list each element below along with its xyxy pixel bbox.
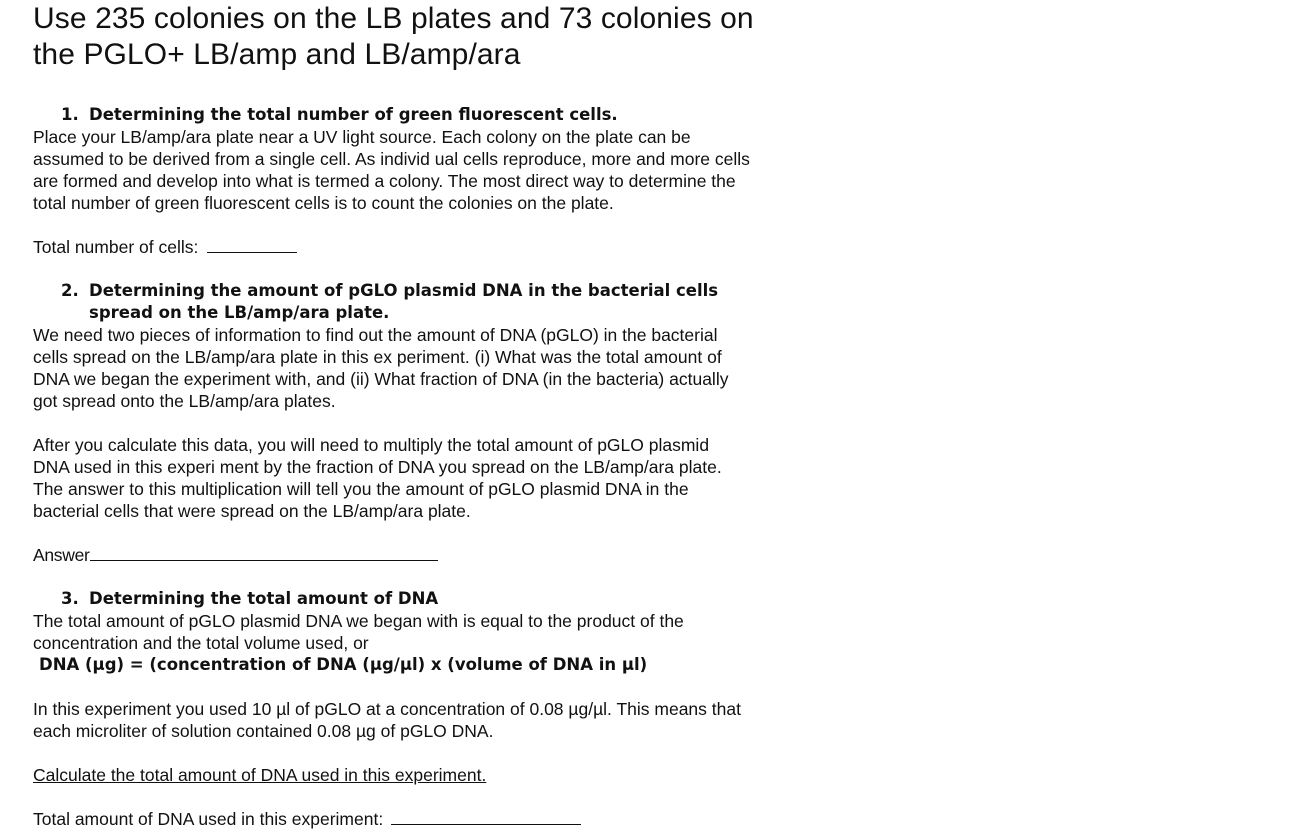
- document-page: [33, 0, 1273, 830]
- document-title: [33, 0, 1273, 73]
- answer-label: Answer: [33, 545, 90, 565]
- answer-blank[interactable]: [90, 559, 438, 561]
- section-3-line-1: The total amount of pGLO plasmid DNA we began with is equal to the product of the: [33, 611, 684, 631]
- section-2-para2-line-4: bacterial cells that were spread on the LB/amp/ara plate.: [33, 501, 471, 521]
- section-3-line-2: concentration and the total volume used, or: [33, 633, 369, 653]
- answer-field: [33, 544, 1273, 566]
- total-cells-blank[interactable]: [207, 251, 297, 253]
- section-2-para2-line-2: DNA used in this experi ment by the fraction of DNA you spread on the LB/amp/ara plate.: [33, 457, 722, 477]
- section-2-para2-line-1: After you calculate this data, you will need to multiply the total amount of pGLO plasmid: [33, 435, 710, 455]
- dna-formula: DNA (µg) = (concentration of DNA (µg/µl) x (volume of DNA in µl): [39, 655, 648, 674]
- section-2-heading-text-2: spread on the LB/amp/ara plate.: [89, 303, 390, 322]
- section-1-line-4: total number of green fluorescent cells is to count the colonies on the plate.: [33, 193, 614, 213]
- calculate-instruction: Calculate the total amount of DNA used in this experiment.: [33, 765, 487, 785]
- section-2-para1-line-1: We need two pieces of information to find out the amount of DNA (pGLO) in the bacterial: [33, 325, 718, 345]
- section-1-line-3: are formed and develop into what is termed a colony. The most direct way to determine the: [33, 171, 736, 191]
- section-2-para1-line-3: DNA we began the experiment with, and (ii) What fraction of DNA (in the bacteria) actually: [33, 369, 729, 389]
- section-2-heading: [33, 280, 1273, 302]
- section-3-number: 3.: [61, 589, 79, 608]
- section-1: [33, 104, 1273, 258]
- section-2-heading-text-1: Determining the amount of pGLO plasmid DNA in the bacterial cells: [89, 281, 719, 300]
- title-line-1: Use 235 colonies on the LB plates and 73 colonies on: [33, 2, 754, 35]
- section-2-para2-line-3: The answer to this multiplication will tell you the amount of pGLO plasmid DNA in the: [33, 479, 689, 499]
- section-2-heading-cont: [33, 302, 1273, 324]
- section-1-heading: [33, 104, 1273, 126]
- total-dna-label: Total amount of DNA used in this experiment:: [33, 809, 384, 829]
- section-2: [33, 280, 1273, 566]
- section-1-heading-text: Determining the total number of green fluorescent cells.: [89, 105, 618, 124]
- section-3: [33, 588, 1273, 830]
- total-dna-field: [33, 808, 1273, 830]
- section-2-para1-line-4: got spread onto the LB/amp/ara plates.: [33, 391, 336, 411]
- total-dna-blank[interactable]: [391, 823, 581, 825]
- section-3-para2-line-1: In this experiment you used 10 µl of pGLO at a concentration of 0.08 µg/µl. This means that: [33, 699, 741, 719]
- section-1-number: 1.: [61, 105, 79, 124]
- section-2-para1-line-2: cells spread on the LB/amp/ara plate in this ex periment. (i) What was the total amount of: [33, 347, 722, 367]
- section-1-line-2: assumed to be derived from a single cell. As individ ual cells reproduce, more and more cells: [33, 149, 750, 169]
- total-cells-field: [33, 236, 1273, 258]
- section-3-heading: [33, 588, 1273, 610]
- section-3-heading-text: Determining the total amount of DNA: [89, 589, 439, 608]
- total-cells-label: Total number of cells:: [33, 237, 199, 257]
- section-3-para2-line-2: each microliter of solution contained 0.08 µg of pGLO DNA.: [33, 721, 494, 741]
- section-2-number: 2.: [61, 281, 79, 300]
- title-line-2: the PGLO+ LB/amp and LB/amp/ara: [33, 38, 521, 71]
- section-1-line-1: Place your LB/amp/ara plate near a UV light source. Each colony on the plate can be: [33, 127, 691, 147]
